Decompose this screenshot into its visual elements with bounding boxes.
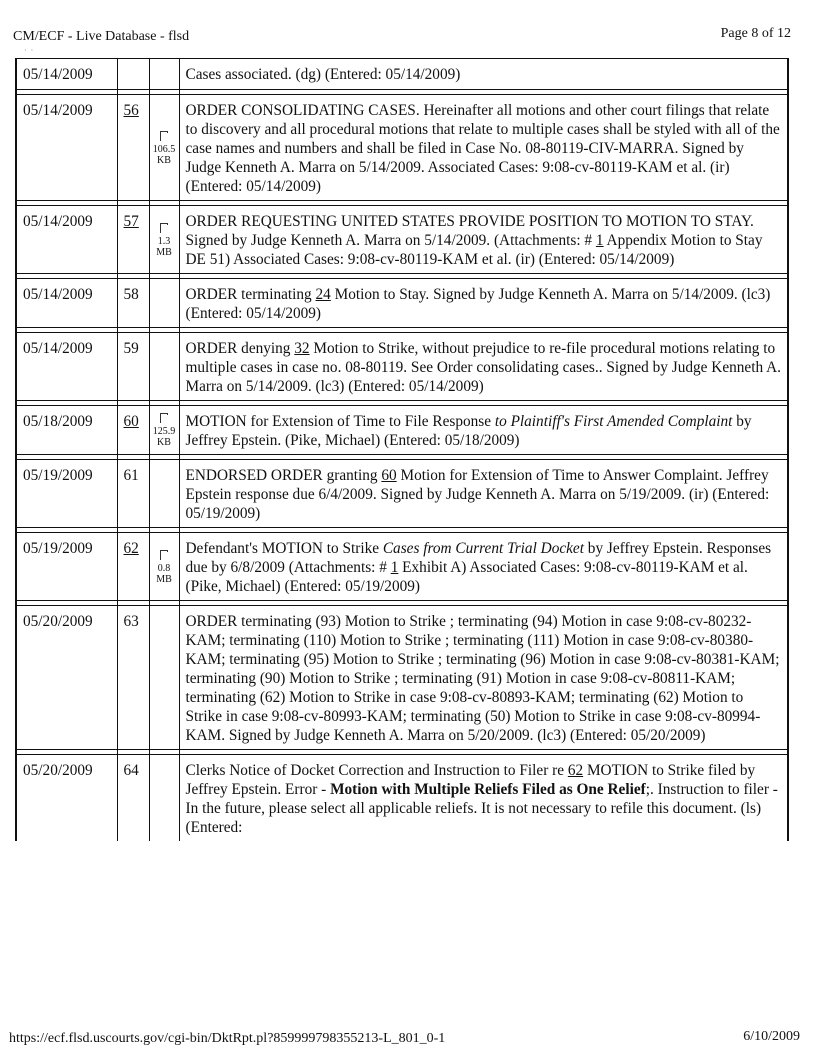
file-size: 125.9	[152, 426, 176, 437]
docket-row	[16, 59, 788, 90]
entry-text: ENDORSED ORDER granting 60 Motion for Extension of Time to Answer Complaint. Jeffrey Epstein response due 6/4/2009. Signed by Judge Kenneth A. Marra on 5/19/2009. (ir) (Entered: 05/19/2009)	[179, 460, 788, 528]
entry-date: 05/19/2009	[16, 460, 117, 528]
attachment-link[interactable]: 1	[390, 559, 399, 576]
file-size: 0.8	[157, 562, 171, 574]
docket-row	[16, 406, 788, 455]
entry-number-link[interactable]: 56	[123, 102, 139, 119]
entry-text: ORDER terminating 24 Motion to Stay. Signed by Judge Kenneth A. Marra on 5/14/2009. (lc3) (Entered: 05/14/2009)	[179, 279, 788, 328]
entry-number: 64	[117, 755, 149, 842]
related-entry-link[interactable]: 62	[567, 762, 584, 779]
entry-number: 58	[117, 279, 149, 328]
entry-text: MOTION for Extension of Time to File Response to Plaintiff's First Amended Complaint by Jeffrey Epstein. (Pike, Michael) (Entered: 05/18/2009)	[179, 406, 788, 455]
related-entry-link[interactable]: 60	[381, 467, 397, 484]
entry-document	[149, 59, 179, 90]
entry-number-link[interactable]: 62	[123, 540, 139, 557]
entry-document	[149, 755, 179, 842]
print-date: 6/10/2009	[743, 1029, 800, 1044]
related-entry-link[interactable]: 24	[315, 286, 331, 303]
docket-row	[16, 333, 788, 401]
document-link[interactable]	[149, 406, 179, 455]
entry-number: 59	[117, 333, 149, 401]
entry-document	[149, 606, 179, 750]
entry-text-italic: Cases from Current Trial Docket	[382, 540, 584, 557]
entry-number: 61	[117, 460, 149, 528]
file-size: 106.5	[152, 143, 176, 155]
entry-text: ORDER terminating (93) Motion to Strike ; terminating (94) Motion in case 9:08-cv-80232-KAM; terminating (110) Motion to Strike ; terminating (111) Motion in case 9:08-cv-80380-KAM; terminating (95) Motion to Strike ; terminating (96) Motion in case 9:08-cv-80381-KAM; terminating (90) Motion to Strike ; terminating (91) Motion in case 9:08-cv-80811-KAM; terminating (62) Motion to Strike in case 9:08-cv-80893-KAM; terminating (62) Motion to Strike in case 9:08-cv-80993-KAM; terminating (50) Motion to Strike in case 9:08-cv-80994-KAM. Signed by Judge Kenneth A. Marra on 5/20/2009. (lc3) (Entered: 05/20/2009)	[179, 606, 788, 750]
entry-number	[117, 59, 149, 90]
document-icon	[159, 412, 169, 424]
related-entry-link[interactable]: 32	[294, 340, 310, 357]
entry-text: ORDER denying 32 Motion to Strike, without prejudice to re-file procedural motions relating to multiple cases in case no. 08-80119. See Order consolidating cases.. Signed by Judge Kenneth A. Marra on 5/14/2009. (lc3) (Entered: 05/14/2009)	[179, 333, 788, 401]
docket-row	[16, 206, 788, 274]
attachment-link[interactable]: 1	[595, 232, 604, 249]
docket-row	[16, 460, 788, 528]
entry-text: Defendant's MOTION to Strike Cases from Current Trial Docket by Jeffrey Epstein. Responses due by 6/8/2009 (Attachments: # 1 Exhibit A) Associated Cases: 9:08-cv-80119-KAM et al.(Pike, Michael) (Entered: 05/19/2009)	[179, 533, 788, 601]
entry-document	[149, 460, 179, 528]
entry-date: 05/20/2009	[16, 755, 117, 842]
entry-date: 05/18/2009	[16, 406, 117, 455]
page-header-title: CM/ECF - Live Database - flsd	[13, 29, 190, 44]
entry-text-italic: to Plaintiff's First Amended Complaint	[494, 413, 733, 430]
docket-row	[16, 606, 788, 750]
entry-date: 05/14/2009	[16, 333, 117, 401]
docket-table	[15, 58, 789, 841]
entry-date: 05/19/2009	[16, 533, 117, 601]
document-link[interactable]	[149, 533, 179, 601]
entry-document	[149, 333, 179, 401]
document-icon	[159, 130, 169, 142]
entry-text: Clerks Notice of Docket Correction and Instruction to Filer re 62 MOTION to Strike filed by Jeffrey Epstein. Error - Motion with Multiple Reliefs Filed as One Relief;. Instruction to filer - In the future, please select all applicable reliefs. It is not necessary to refile this document. (ls) (Entered:	[179, 755, 788, 842]
entry-number: 63	[117, 606, 149, 750]
docket-row	[16, 755, 788, 842]
header-mark: · ·	[24, 46, 35, 55]
file-size-unit: KB	[157, 154, 171, 166]
entry-text: ORDER CONSOLIDATING CASES. Hereinafter all motions and other court filings that relate to discovery and all procedural motions that relate to multiple cases shall be styled with all of the case names and numbers and shall be filed in Case No. 08-80119-CIV-MARRA. Signed by Judge Kenneth A. Marra on 5/14/2009. Associated Cases: 9:08-cv-80119-KAM et al. (ir) (Entered: 05/14/2009)	[179, 95, 788, 201]
entry-number-link[interactable]: 60	[123, 413, 139, 430]
entry-text: Cases associated. (dg) (Entered: 05/14/2009)	[179, 59, 788, 90]
entry-date: 05/14/2009	[16, 59, 117, 90]
entry-document	[149, 279, 179, 328]
file-size-unit: KB	[157, 437, 171, 448]
docket-row	[16, 279, 788, 328]
docket-row	[16, 533, 788, 601]
page-number: Page 8 of 12	[720, 26, 791, 41]
entry-number-link[interactable]: 57	[123, 213, 139, 230]
file-size-unit: MB	[156, 573, 172, 585]
page-url: https://ecf.flsd.uscourts.gov/cgi-bin/DktRpt.pl?859999798355213-L_801_0-1	[9, 1031, 446, 1046]
entry-date: 05/20/2009	[16, 606, 117, 750]
document-icon	[159, 549, 169, 561]
entry-text: ORDER REQUESTING UNITED STATES PROVIDE POSITION TO MOTION TO STAY. Signed by Judge Kenneth A. Marra on 5/14/2009. (Attachments: # 1 Appendix Motion to Stay DE 51) Associated Cases: 9:08-cv-80119-KAM et al. (ir) (Entered: 05/14/2009)	[179, 206, 788, 274]
file-size-unit: MB	[156, 246, 172, 258]
docket-row	[16, 95, 788, 201]
document-link[interactable]	[149, 95, 179, 201]
entry-date: 05/14/2009	[16, 279, 117, 328]
entry-date: 05/14/2009	[16, 206, 117, 274]
document-icon	[159, 222, 169, 234]
entry-date: 05/14/2009	[16, 95, 117, 201]
document-link[interactable]	[149, 206, 179, 274]
entry-text-bold: Motion with Multiple Reliefs Filed as One Relief	[330, 781, 646, 798]
file-size: 1.3	[157, 235, 171, 247]
